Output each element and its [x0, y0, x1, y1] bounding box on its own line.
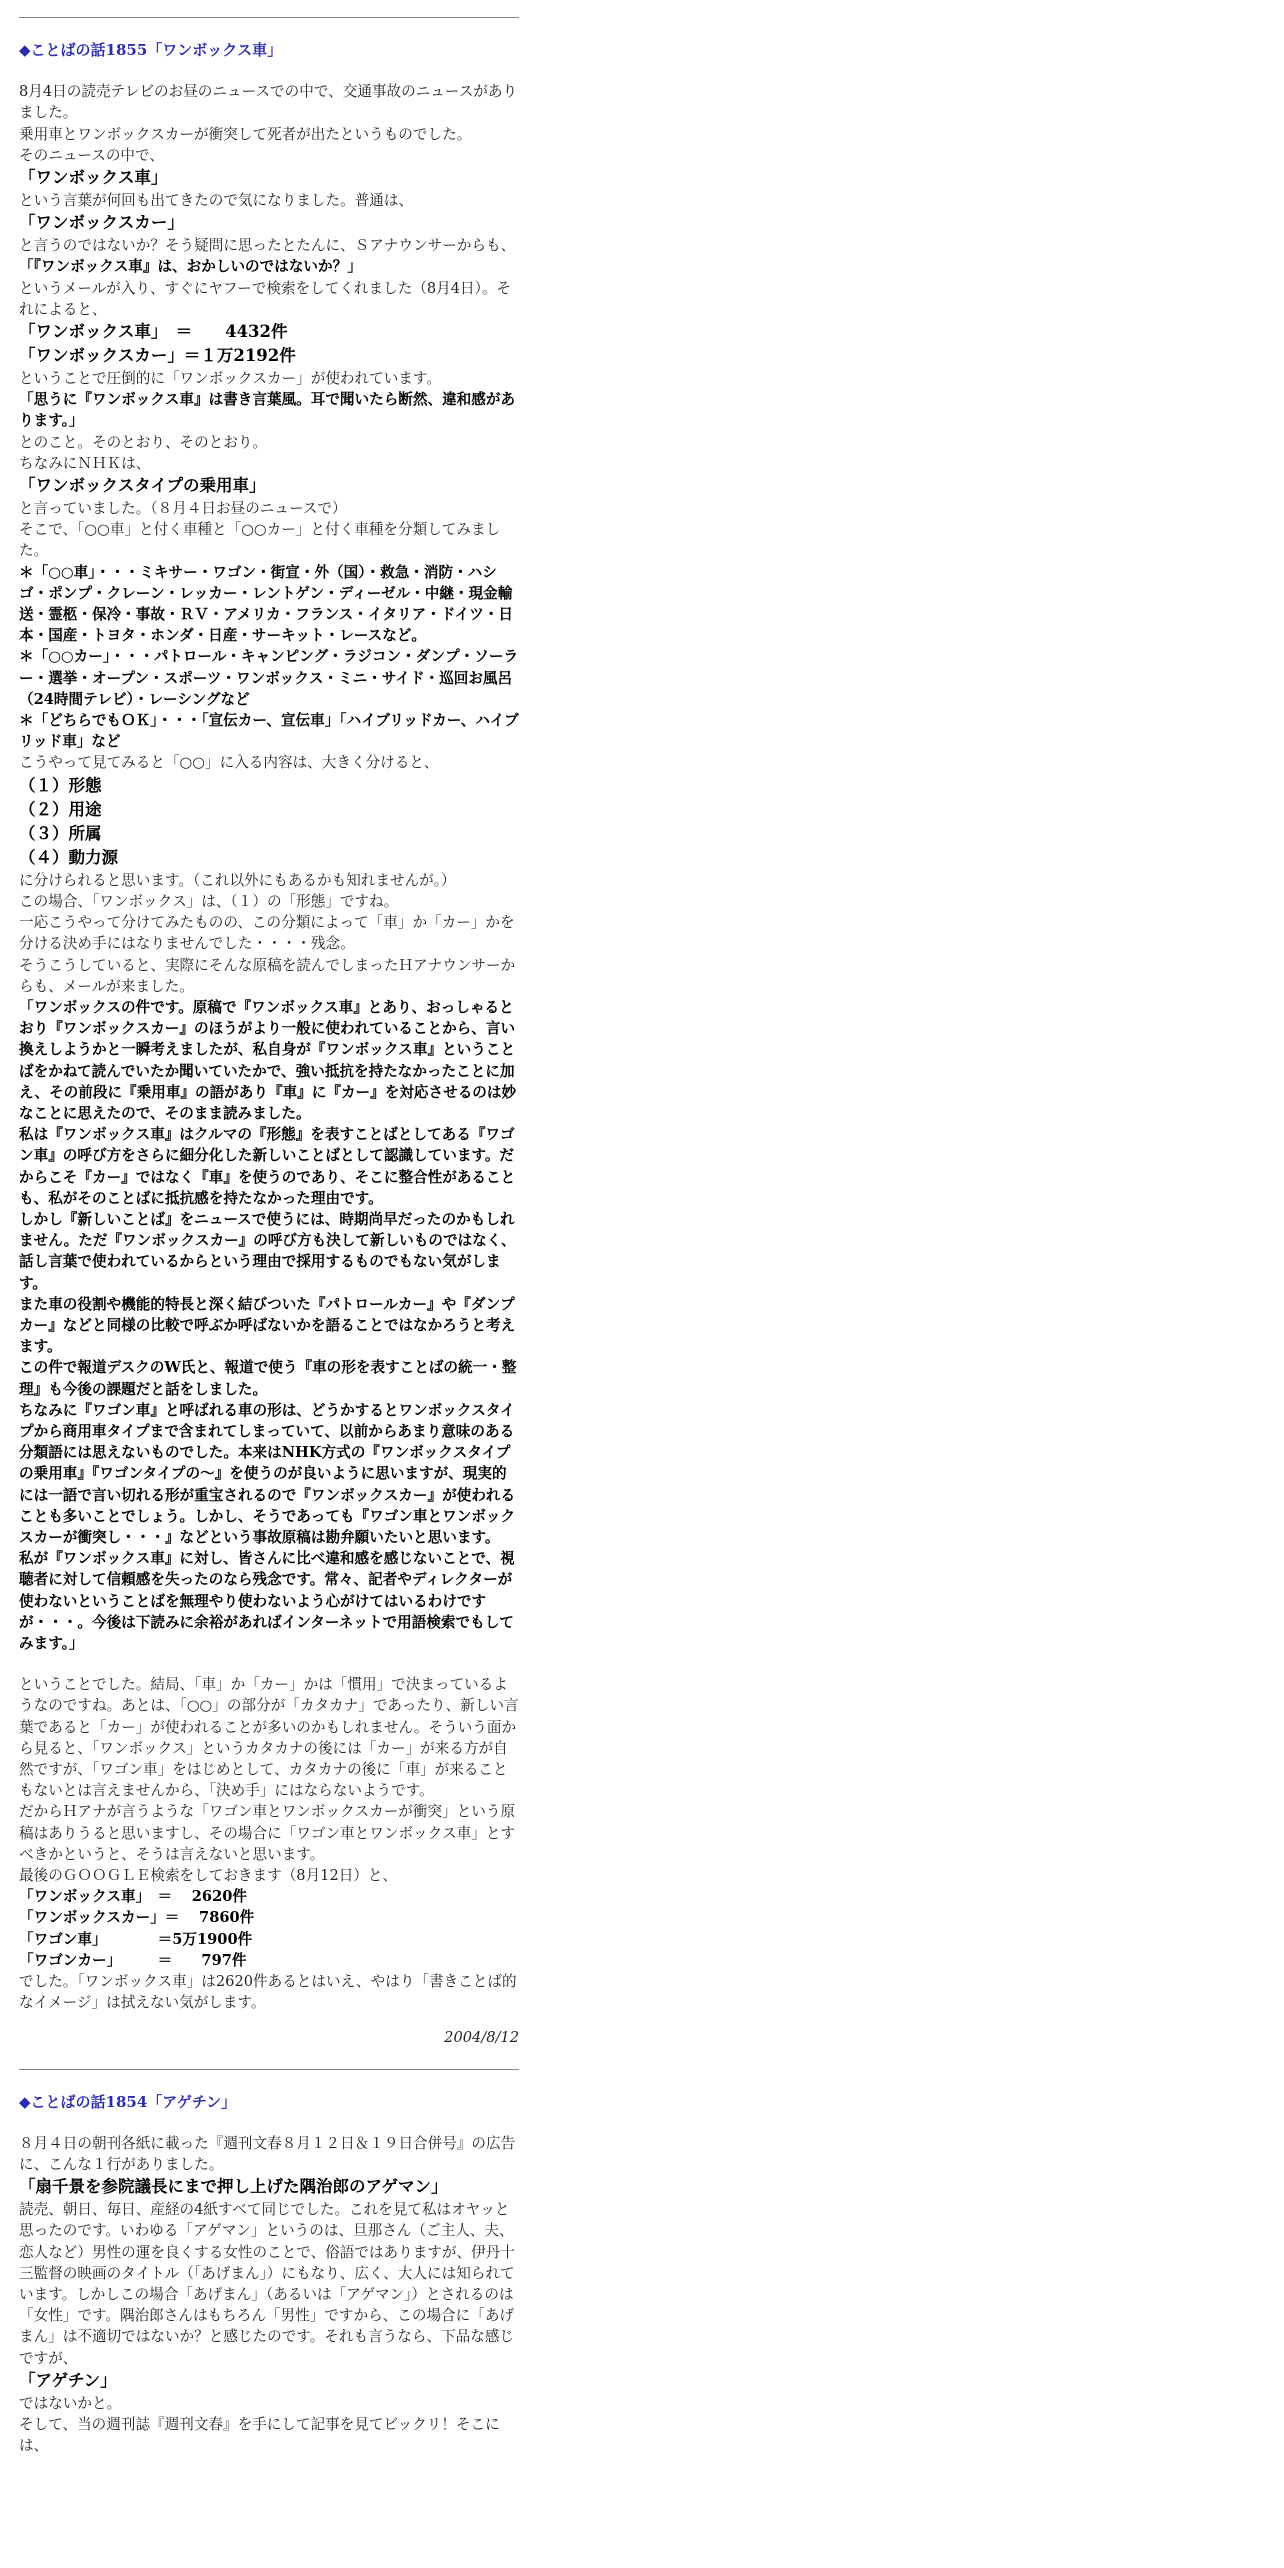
paragraph: 「ワンボックスカー」＝１万2192件: [19, 346, 296, 366]
document-page: [19, 0, 519, 2457]
article-title-1854: ◆ことばの話1854「アゲチン」: [19, 2092, 237, 2111]
paragraph: 「ワンボックス車」: [19, 168, 168, 188]
paragraph-gap: [19, 1654, 519, 1674]
paragraph: 「扇千景を参院議長にまで押し上げた隅治郎のアゲマン」: [19, 2177, 448, 2197]
paragraph: に分けられると思います。（これ以外にもあるかも知れませんが。） この場合、「ワンボックス」は、（１）の「形態」ですね。 一応こうやって分けてみたものの、この分類によって「車」か「カー」かを分ける決め手にはなりませんでした・・・・残念。 そうこうしていると、実際にそんな原稿を読んでしまったＨアナウンサーからも、メールが来ました。: [19, 871, 516, 995]
paragraph: ＊「○○車」・・・ミキサー・ワゴン・街宣・外（国）・救急・消防・ハシゴ・ポンプ・クレーン・レッカー・レントゲン・ディーゼル・中継・現金輸送・霊柩・保冷・事故・ＲＶ・アメリカ・フランス・イタリア・ドイツ・日本・国産・トヨタ・ホンダ・日産・サーキット・レースなど。 ＊「○○カー」・・・パトロール・キャンピング・ラジコン・ダンプ・ソーラー・選挙・オープン・スポーツ・ワンボックス・ミニ・サイド・巡回お風呂（24時間テレビ）・レーシングなど ＊「どちらでもＯＫ」・・・「宣伝カー、宣伝車」「ハイブリッドカー、ハイブリッド車」など: [19, 563, 519, 751]
paragraph: 8月4日の読売テレビのお昼のニュースでの中で、交通事故のニュースがありました。 乗用車とワンボックスカーが衝突して死者が出たというものでした。 そのニュースの中で、: [19, 83, 518, 164]
paragraph: 「アゲチン」: [19, 2370, 117, 2390]
paragraph: 「ワンボックスの件です。原稿で『ワンボックス車』とあり、おっしゃるとおり『ワンボックスカー』のほうがより一般に使われていることから、言い換えしようかと一瞬考えましたが、私自身が『ワンボックス車』ということばをかねて読んでいたか聞いていたかで、強い抵抗を持たなかったことに加え、その前段に『乗用車』の語があり『車』に『カー』を対応させるのは妙なことに思えたので、そのまま読みました。 私は『ワンボックス車』はクルマの『形態』を表すことばとしてある『ワゴン車』の呼び方をさらに細分化した新しいことばとして認識しています。だからこそ『カー』ではなく『車』を使うのであり、そこに整合性があることも、私がそのことばに抵抗感を持たなかった理由です。 しかし『新しいことば』をニュースで使うには、時期尚早だったのかもしれません。ただ『ワンボックスカー』の呼び方も決して新しいものではなく、話し言葉で使われているからという理由で採用するものでもない気がします。 また車の役割や機能的特長と深く結びついた『パトロールカー』や『ダンプカー』などと同様の比較で呼ぶか呼ばないかを語ることではなかろうと考えます。 この件で報道デスクのW氏と、報道で使う『車の形を表すことばの統一・整理』も今後の課題だと話をしました。 ちなみに『ワゴン車』と呼ばれる車の形は、どうかするとワンボックスタイプから商用車タイプまで含まれてしまっていて、以前からあまり意味のある分類語には思えないものでした。本来はNHK方式の『ワンボックスタイプの乗用車』『ワゴンタイプの～』を使うのが良いように思いますが、現実的には一語で言い切れる形が重宝されるので『ワンボックスカー』が使われることも多いことでしょう。しかし、そうであっても『ワゴン車とワンボックスカーが衝突し・・・』などという事故原稿は勘弁願いたいと思います。 私が『ワンボックス車』に対し、皆さんに比べ違和感を感じないことで、視聴者に対して信頼感を失ったのなら残念です。常々、記者やディレクターが使わないということばを無理やり使わないよう心がけてはいるわけですが・・・。今後は下読みに余裕があればインターネットで用語検索でもしてみます。」: [19, 998, 517, 1652]
paragraph: 「ワンボックスカー」: [19, 213, 184, 233]
paragraph: ということで圧倒的に「ワンボックスカー」が使われています。: [19, 370, 441, 388]
paragraph: と言うのではないか？そう疑問に思ったとたんに、Ｓアナウンサーからも、: [19, 237, 516, 255]
paragraph: ということでした。結局、「車」か「カー」かは「慣用」で決まっているようなのですね。あとは、「○○」の部分が「カタカナ」であったり、新しい言葉であると「カー」が使われることが多いのかもしれません。そういう面から見ると、「ワンボックス」というカタカナの後には「カー」が来る方が自然ですが、「ワゴン車」をはじめとして、カタカナの後に「車」が来ることもないとは言えませんから、「決め手」にはならないようです。 だからＨアナが言うような「ワゴン車とワンボックスカーが衝突」という原稿はありうると思いますし、その場合に「ワゴン車とワンボックス車」とすべきかというと、そうは言えないと思います。 最後のＧＯＯＧＬＥ検索をしておきます（8月12日）と、: [19, 1676, 519, 1885]
paragraph: というメールが入り、すぐにヤフーで検索をしてくれました（8月4日）。それによると、: [19, 279, 512, 318]
paragraph: でした。「ワンボックス車」は2620件あるとはいえ、やはり「書きことば的なイメージ」は拭えない気がします。: [19, 1973, 517, 2012]
paragraph: （１）形態 （２）用途 （３）所属 （４）動力源: [19, 775, 118, 867]
paragraph: とのこと。そのとおり、そのとおり。 ちなみにＮＨＫは、: [19, 433, 268, 472]
paragraph: 「ワンボックス車」 ＝ 2620件 「ワンボックスカー」＝ 7860件 「ワゴン車」 ＝5万1900件 「ワゴンカー」 ＝ 797件: [19, 1888, 255, 1969]
paragraph: と言っていました。（８月４日お昼のニュースで） そこで、「○○車」と付く車種と「○○カー」と付く車種を分類してみました。: [19, 500, 501, 560]
paragraph: という言葉が何回も出てきたので気になりました。普通は、: [19, 192, 414, 210]
article-body-1854: [19, 2133, 519, 2457]
paragraph: 「思うに『ワンボックス車』は書き言葉風。耳で聞いたら断然、違和感があります。」: [19, 391, 516, 430]
article-date-1855: 2004/8/12: [444, 2029, 519, 2047]
article-title-1855: ◆ことばの話1855「ワンボックス車」: [19, 41, 283, 59]
article-body-1855: [19, 81, 519, 2013]
paragraph: ではないかと。 そして、当の週刊誌『週刊文春』を手にして記事を見てビックリ！そこには、: [19, 2394, 500, 2455]
paragraph: こうやって見てみると「○○」に入る内容は、大きく分けると、: [19, 754, 439, 772]
paragraph: 「『ワンボックス車』は、おかしいのではないか？」: [19, 258, 362, 276]
paragraph: 「ワンボックスタイプの乗用車」: [19, 476, 266, 496]
paragraph: ８月４日の朝刊各紙に載った『週刊文春８月１２日＆１９日合併号』の広告に、こんな１行がありました。: [19, 2134, 516, 2174]
paragraph: 「ワンボックス車」 ＝ 4432件: [19, 322, 288, 342]
paragraph: 読売、朝日、毎日、産経の4紙すべて同じでした。これを見て私はオヤッと思ったのです。いわゆる「アゲマン」というのは、旦那さん（ご主人、夫、恋人など）男性の運を良くする女性のことで、俗語ではありますが、伊丹十三監督の映画のタイトル（「あげまん」）にもなり、広く、大人には知られています。しかしこの場合「あげまん」（あるいは「アゲマン」）とされるのは「女性」です。隅治郎さんはもちろん「男性」ですから、この場合に「あげまん」は不適切ではないか？と感じたのです。それも言うなら、下品な感じですが、: [19, 2201, 515, 2367]
